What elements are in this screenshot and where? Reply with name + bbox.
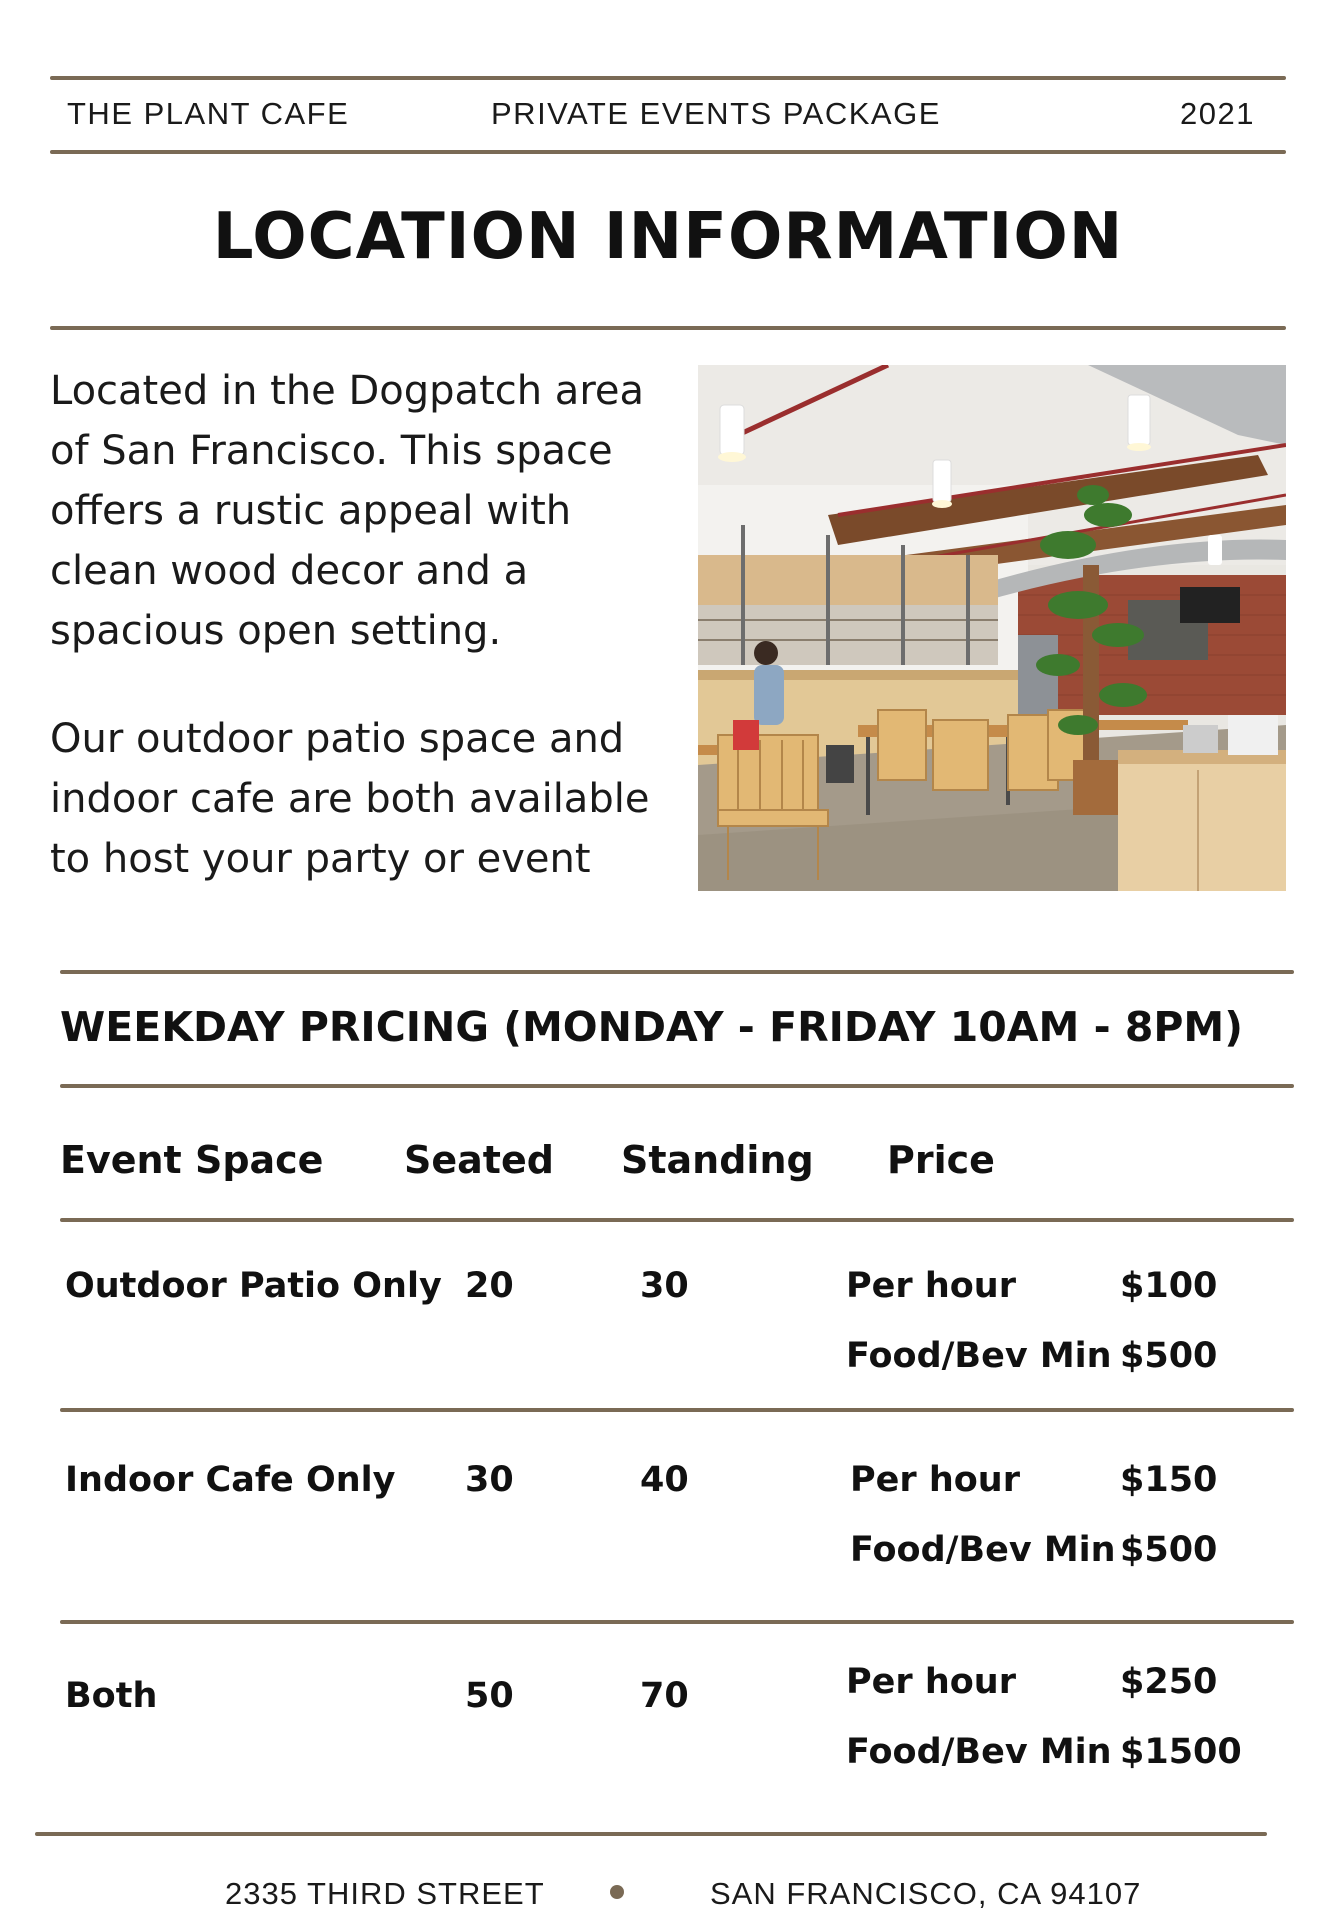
- intro-line: to host your party or event: [50, 836, 591, 882]
- row-standing: 70: [640, 1676, 689, 1716]
- intro-line: clean wood decor and a: [50, 548, 529, 594]
- row-divider: [60, 1620, 1294, 1624]
- column-header-seated: Seated: [404, 1138, 554, 1182]
- row-min-label: Food/Bev Min: [846, 1336, 1112, 1376]
- package-year: 2021: [1180, 96, 1255, 131]
- row-per-hour-value: $150: [1120, 1460, 1218, 1500]
- row-standing: 30: [640, 1266, 689, 1306]
- row-seated: 50: [465, 1676, 514, 1716]
- column-header-price: Price: [887, 1138, 995, 1182]
- intro-paragraph-2: [50, 709, 690, 889]
- intro-line: of San Francisco. This space: [50, 428, 613, 474]
- row-min-value: $500: [1120, 1336, 1218, 1376]
- intro-line: spacious open setting.: [50, 608, 502, 654]
- intro-paragraph-1: [50, 361, 690, 661]
- intro-line: Our outdoor patio space and: [50, 716, 625, 762]
- row-min-value: $500: [1120, 1530, 1218, 1570]
- column-header-standing: Standing: [621, 1138, 814, 1182]
- row-min-label: Food/Bev Min: [846, 1732, 1112, 1772]
- column-header-event-space: Event Space: [60, 1138, 324, 1182]
- footer-street: 2335 THIRD STREET: [225, 1876, 545, 1911]
- row-per-hour-label: Per hour: [846, 1662, 1016, 1702]
- row-per-hour-label: Per hour: [850, 1460, 1020, 1500]
- brand-name: THE PLANT CAFE: [67, 96, 350, 131]
- row-seated: 20: [465, 1266, 514, 1306]
- footer-separator-dot: [610, 1885, 624, 1899]
- row-min-label: Food/Bev Min: [850, 1530, 1116, 1570]
- row-min-value: $1500: [1120, 1732, 1242, 1772]
- row-event-space: Outdoor Patio Only: [65, 1266, 442, 1306]
- row-per-hour-label: Per hour: [846, 1266, 1016, 1306]
- row-per-hour-value: $250: [1120, 1662, 1218, 1702]
- row-event-space: Both: [65, 1676, 158, 1716]
- column-header-rule: [60, 1218, 1294, 1222]
- intro-line: indoor cafe are both available: [50, 776, 650, 822]
- row-standing: 40: [640, 1460, 689, 1500]
- title-rule: [50, 326, 1286, 330]
- pricing-title-rule: [60, 1084, 1294, 1088]
- header-top-rule: [50, 76, 1286, 80]
- page-title: LOCATION INFORMATION: [212, 200, 1124, 274]
- row-per-hour-value: $100: [1120, 1266, 1218, 1306]
- footer-city: SAN FRANCISCO, CA 94107: [710, 1876, 1142, 1911]
- row-event-space: Indoor Cafe Only: [65, 1460, 396, 1500]
- footer-rule: [35, 1832, 1267, 1836]
- pricing-top-rule: [60, 970, 1294, 974]
- intro-line: offers a rustic appeal with: [50, 488, 572, 534]
- header-bottom-rule: [50, 150, 1286, 154]
- row-seated: 30: [465, 1460, 514, 1500]
- row-divider: [60, 1408, 1294, 1412]
- pricing-title: WEEKDAY PRICING (MONDAY - FRIDAY 10AM - 8PM): [60, 1003, 1243, 1051]
- intro-line: Located in the Dogpatch area: [50, 368, 645, 414]
- package-subtitle: PRIVATE EVENTS PACKAGE: [491, 96, 941, 131]
- cafe-interior-photo: [698, 365, 1286, 891]
